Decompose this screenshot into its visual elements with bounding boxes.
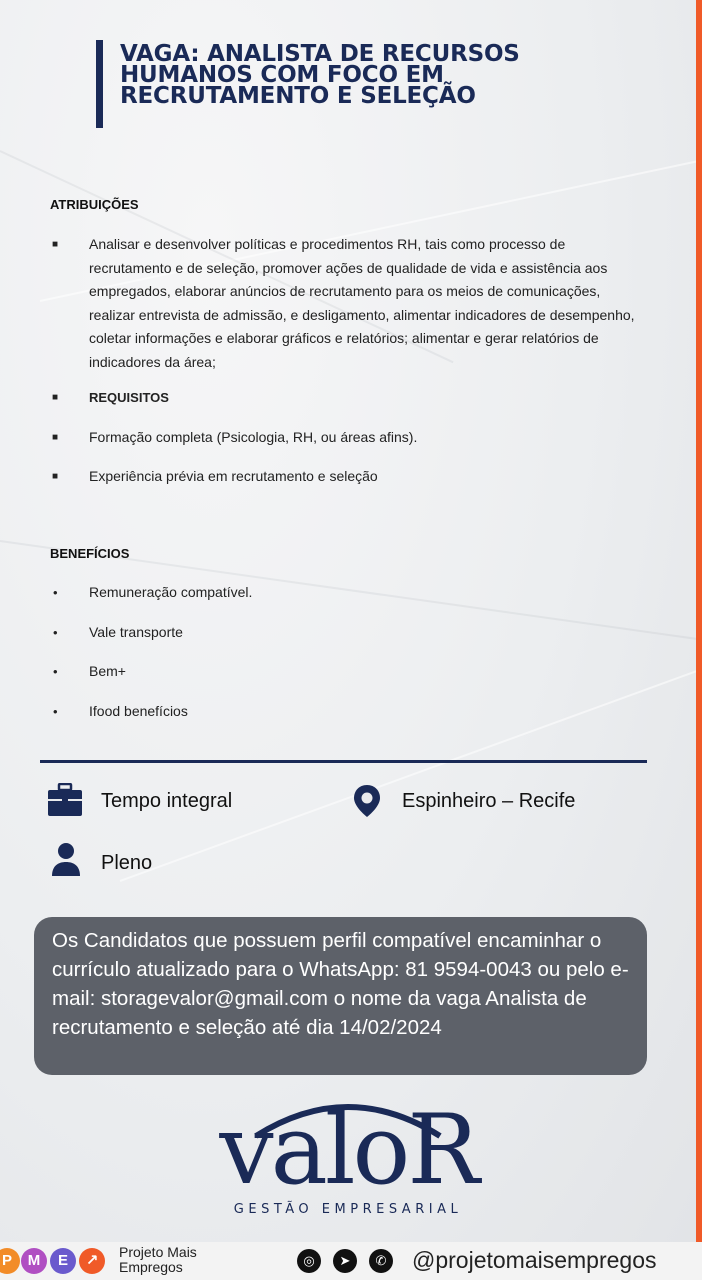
footer-bar <box>0 1242 702 1280</box>
list-item: • Bem+ <box>50 660 650 684</box>
whatsapp-icon[interactable]: ✆ <box>369 1249 393 1273</box>
location-pin-icon <box>352 784 382 818</box>
logo-wordmark: valoR <box>219 1094 477 1206</box>
jornada-text: Tempo integral <box>101 790 233 812</box>
list-item: ■ Formação completa (Psicologia, RH, ou áreas afins). <box>50 426 650 450</box>
list-item: • Ifood benefícios <box>50 700 650 724</box>
square-bullet-icon: ■ <box>52 392 59 403</box>
round-bullet-icon: • <box>53 703 58 719</box>
beneficios-list <box>50 581 650 723</box>
telegram-icon[interactable]: ➤ <box>333 1249 357 1273</box>
nivel-text: Pleno <box>101 852 153 874</box>
square-bullet-icon: ■ <box>52 471 59 482</box>
round-bullet-icon: • <box>53 664 58 679</box>
list-item: ■ Analisar e desenvolver políticas e procedimentos RH, tais como processo de recrutamento e de seleção, promover ações de qualidade de vida e assistência aos empregados, elaborar anúncios de recrutamento para os meios de comunicações, realizar entrevista de admissão, e desligamento, alimentar indicadores de desempenho, coletar informações e elaborar gráficos e relatórios; alimentar e gerar relatórios de indicadores da área; <box>50 233 650 374</box>
instagram-icon[interactable]: ◎ <box>297 1249 321 1273</box>
briefcase-icon <box>47 783 83 817</box>
list-item: • Vale transporte <box>50 621 650 645</box>
atribuicoes-list <box>50 233 650 374</box>
square-bullet-icon: ■ <box>52 239 59 250</box>
beneficios-heading: BENEFÍCIOS <box>50 546 130 561</box>
requisitos-heading: ■ REQUISITOS <box>50 386 650 410</box>
square-bullet-icon: ■ <box>52 431 59 443</box>
section-divider <box>40 760 647 763</box>
logo-subtitle: GESTÃO EMPRESARIAL <box>233 1202 463 1217</box>
pme-letter-e: E <box>50 1248 76 1274</box>
title-accent-bar <box>96 40 103 128</box>
requisitos-list <box>50 386 650 489</box>
arrow-up-right-icon: ↗ <box>79 1248 105 1274</box>
round-bullet-icon: • <box>53 585 58 600</box>
job-title: VAGA: ANALISTA DE RECURSOS HUMANOS COM FOCO EM RECRUTAMENTO E SELEÇÃO <box>120 41 520 109</box>
social-handle[interactable]: @projetomaisempregos <box>412 1247 657 1273</box>
pme-letter-p: P <box>0 1248 20 1274</box>
valor-logo <box>218 1090 478 1225</box>
person-icon <box>50 842 82 876</box>
local-text: Espinheiro – Recife <box>402 790 576 812</box>
round-bullet-icon: • <box>53 624 58 640</box>
list-item: ■ Experiência prévia em recrutamento e seleção <box>50 465 650 489</box>
orange-edge-stripe <box>696 0 702 1242</box>
application-instructions: Os Candidatos que possuem perfil compatível encaminhar o currículo atualizado para o WhatsApp: 81 9594-0043 ou pelo e-mail: storagevalor@gmail.com o nome da vaga Analista de recrutamento e seleção até dia 14/02/2024 <box>34 917 647 1075</box>
pme-letter-m: M <box>21 1248 47 1274</box>
atribuicoes-heading: ATRIBUIÇÕES <box>50 197 139 212</box>
list-item: • Remuneração compatível. <box>50 581 650 605</box>
brand-name: Projeto Mais Empregos <box>119 1244 197 1275</box>
